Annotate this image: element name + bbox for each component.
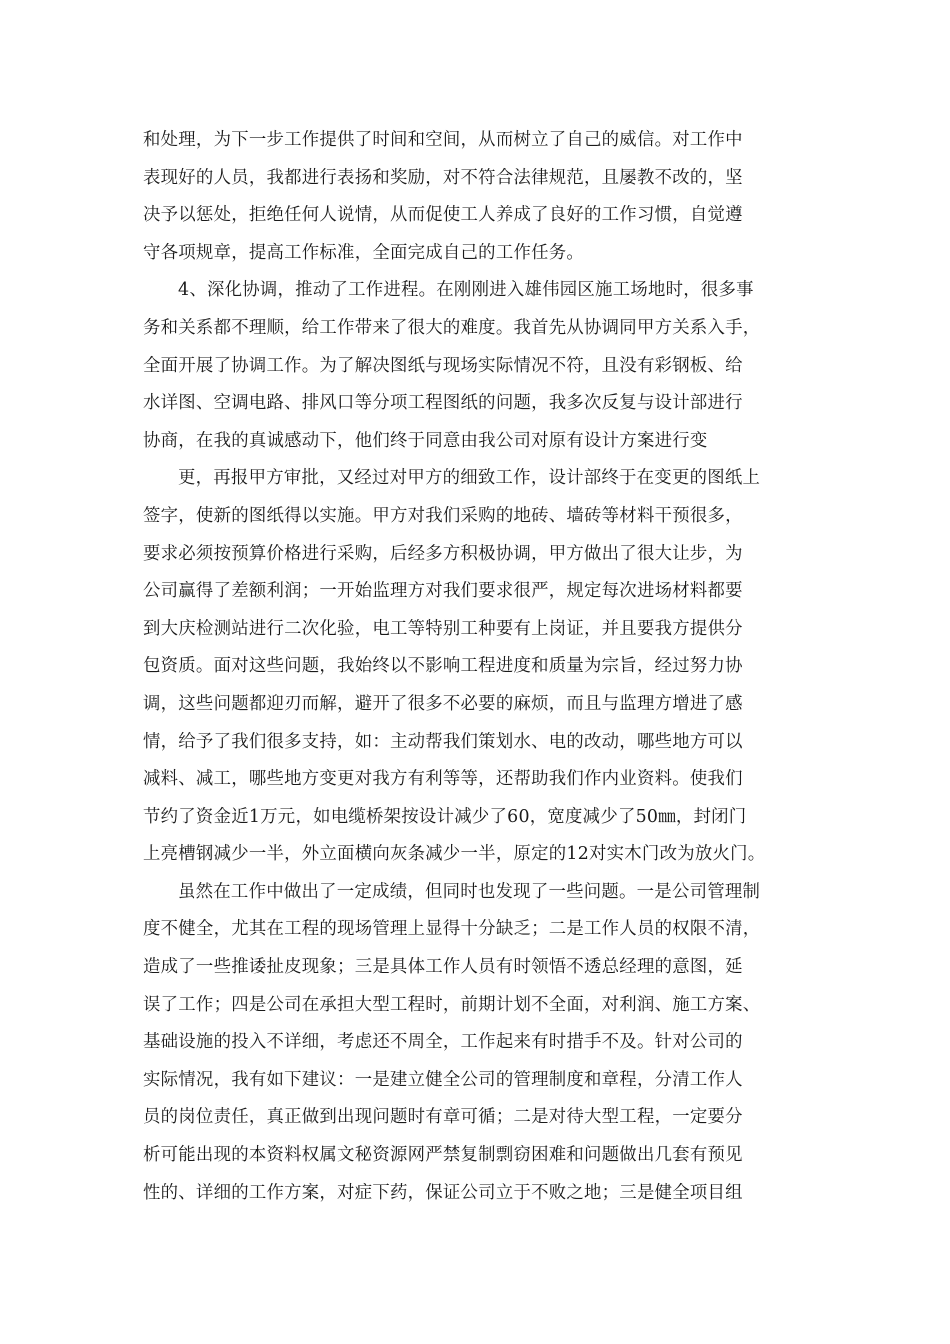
- text-line: 析可能出现的本资料权属文秘资源网严禁复制剽窃困难和问题做出几套有预见: [143, 1145, 743, 1166]
- text-line: 虽然在工作中做出了一定成绩，但同时也发现了一些问题。一是公司管理制: [178, 881, 761, 902]
- text-line: 误了工作；四是公司在承担大型工程时，前期计划不全面，对利润、施工方案、: [143, 994, 761, 1015]
- text-line: 表现好的人员，我都进行表扬和奖励，对不符合法律规范，且屡教不改的，坚: [143, 167, 743, 188]
- text-line: 情，给予了我们很多支持，如：主动帮我们策划水、电的改动，哪些地方可以: [143, 731, 743, 752]
- text-line: 协商，在我的真诚感动下，他们终于同意由我公司对原有设计方案进行变: [143, 430, 708, 451]
- text-line: 和处理，为下一步工作提供了时间和空间，从而树立了自己的威信。对工作中: [143, 130, 743, 150]
- text-line: 更，再报甲方审批，又经过对甲方的细致工作，设计部终于在变更的图纸上: [178, 468, 761, 489]
- text-line: 全面开展了协调工作。为了解决图纸与现场实际情况不符，且没有彩钢板、给: [143, 355, 743, 376]
- text-line: 性的、详细的工作方案，对症下药，保证公司立于不败之地；三是健全项目组: [143, 1182, 743, 1203]
- text-line: 签字，使新的图纸得以实施。甲方对我们采购的地砖、墙砖等材料干预很多，: [143, 505, 743, 526]
- text-line: 员的岗位责任，真正做到出现问题时有章可循；二是对待大型工程，一定要分: [143, 1107, 743, 1128]
- text-line: 守各项规章，提高工作标准，全面完成自己的工作任务。: [143, 242, 585, 263]
- text-line: 要求必须按预算价格进行采购，后经多方积极协调，甲方做出了很大让步，为: [143, 543, 743, 564]
- text-line: 务和关系都不理顺，给工作带来了很大的难度。我首先从协调同甲方关系入手，: [143, 317, 761, 338]
- text-line: 度不健全，尤其在工程的现场管理上显得十分缺乏；二是工作人员的权限不清，: [143, 919, 761, 940]
- text-line: 基础设施的投入不详细，考虑还不周全，工作起来有时措手不及。针对公司的: [143, 1032, 743, 1053]
- text-line: 包资质。面对这些问题，我始终以不影响工程进度和质量为宗旨，经过努力协: [143, 656, 743, 677]
- text-line: 决予以惩处，拒绝任何人说情，从而促使工人养成了良好的工作习惯，自觉遵: [143, 205, 743, 226]
- text-line: 到大庆检测站进行二次化验，电工等特别工种要有上岗证，并且要我方提供分: [143, 618, 743, 639]
- text-line: 调，这些问题都迎刃而解，避开了很多不必要的麻烦，而且与监理方增进了感: [143, 693, 743, 714]
- text-line: 上亮槽钢减少一半，外立面横向灰条减少一半，原定的12对实木门改为放火门。: [143, 844, 766, 865]
- text-line: 实际情况，我有如下建议：一是建立健全公司的管理制度和章程，分清工作人: [143, 1069, 743, 1090]
- text-line: 4、深化协调，推动了工作进程。在刚刚进入雄伟园区施工场地时，很多事: [178, 280, 754, 301]
- text-line: 公司赢得了差额利润；一开始监理方对我们要求很严，规定每次进场材料都要: [143, 581, 743, 602]
- text-line: 造成了一些推诿扯皮现象；三是具体工作人员有时领悟不透总经理的意图，延: [143, 957, 743, 978]
- text-line: 水详图、空调电路、排风口等分项工程图纸的问题，我多次反复与设计部进行: [143, 393, 743, 414]
- body-text: [143, 122, 823, 1212]
- text-line: 节约了资金近1万元，如电缆桥架按设计减少了60，宽度减少了50㎜，封闭门: [143, 806, 747, 827]
- text-line: 减料、减工，哪些地方变更对我方有利等等，还帮助我们作内业资料。使我们: [143, 769, 743, 790]
